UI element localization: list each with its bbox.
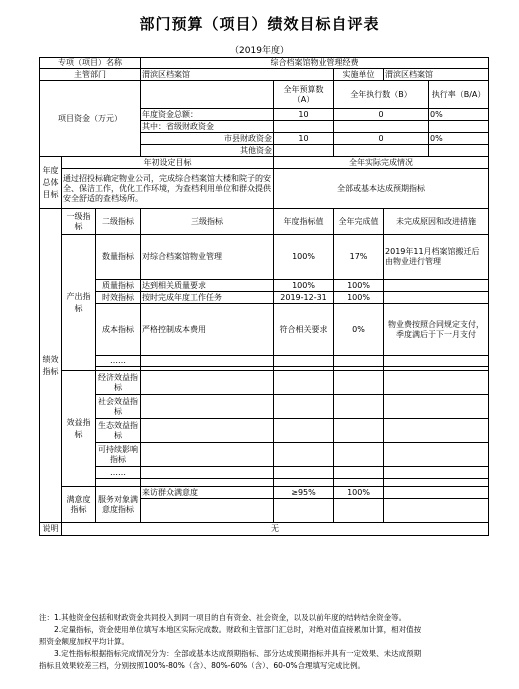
output-label: 产出指标 bbox=[62, 235, 96, 371]
effect-item: 社会效益指标 bbox=[96, 395, 141, 419]
footnote-line: 注：1.其他资金包括和财政资金共同投入到同一项目的自有资金、社会资金，以及以前年度的结转结余资金等。 bbox=[39, 613, 407, 622]
indicator-row bbox=[40, 235, 489, 280]
indicator-row bbox=[40, 487, 489, 499]
indicator-target: 符合相关要求 bbox=[274, 304, 334, 356]
indicator-actual: 100% bbox=[334, 487, 384, 499]
col-budget: 全年预算数（A） bbox=[274, 81, 334, 109]
funds-row-name: 年度资金总额： bbox=[141, 109, 274, 121]
header-level2: 二级指标 bbox=[96, 209, 141, 235]
indicator-level3: 来访群众满意度 bbox=[141, 487, 274, 499]
indicator-row bbox=[40, 292, 489, 304]
footnote-line: 照资金额度加权平均计算。 bbox=[39, 637, 129, 646]
funds-row-name: 其他资金 bbox=[141, 145, 274, 157]
indicator-level2: 数量指标 bbox=[96, 235, 141, 280]
indicator-header-row bbox=[40, 209, 489, 235]
overall-plan: 通过招投标确定物业公司，完成综合档案馆大楼和院子的安全、保洁工作，优化工作环境，为查档利用单位和群众提供安全舒适的查档场所。 bbox=[62, 169, 274, 209]
ellipsis-cell: …… bbox=[96, 356, 141, 367]
header-reason: 未完成原因和改进措施 bbox=[384, 209, 489, 235]
footnote-line: 2.定量指标，资金使用单位填写本地区实际完成数。财政和主管部门汇总时，对绝对值直接累加计算，相对值按 bbox=[39, 625, 422, 634]
header-level3: 三级指标 bbox=[141, 209, 274, 235]
indicator-reason bbox=[384, 280, 489, 292]
form-title: 部门预算（项目）绩效目标自评表 bbox=[139, 15, 380, 33]
project-row bbox=[40, 58, 489, 69]
project-label: 专项（项目）名称 bbox=[40, 58, 141, 69]
funds-row-budget bbox=[274, 145, 334, 157]
indicator-level3: 达到相关质量要求 bbox=[141, 280, 274, 292]
footnote-line: 3.定性指标根据指标完成情况分为：全部或基本达成预期指标、部分达成预期指标并具有一定效果、未达成预期 bbox=[39, 649, 422, 658]
funds-row-rate bbox=[429, 145, 489, 157]
indicator-level2: 时效指标 bbox=[96, 292, 141, 304]
indicator-row bbox=[40, 479, 489, 487]
overall-plan-header: 年初设定目标 bbox=[62, 157, 274, 169]
indicator-level3: 对综合档案馆物业管理 bbox=[141, 235, 274, 280]
indicator-reason: 2019年11月档案馆搬迁后由物业进行管理 bbox=[384, 235, 489, 280]
indicator-reason bbox=[384, 487, 489, 499]
indicator-actual: 0% bbox=[334, 304, 384, 356]
funds-row-name: 其中：省级财政资金 bbox=[141, 121, 274, 133]
dept-row bbox=[40, 69, 489, 81]
funds-row-exec: 0 bbox=[334, 133, 429, 145]
project-name: 综合档案馆物业管理经费 bbox=[141, 58, 489, 69]
col-exec: 全年执行数（B） bbox=[334, 81, 429, 109]
dept-label: 主管部门 bbox=[40, 69, 141, 81]
effect-item: …… bbox=[96, 467, 141, 479]
funds-row-rate bbox=[429, 121, 489, 133]
indicator-level3: 严格控制成本费用 bbox=[141, 304, 274, 356]
funds-row-budget bbox=[274, 121, 334, 133]
indicator-level3: 按时完成年度工作任务 bbox=[141, 292, 274, 304]
indicator-level2: 服务对象满意度指标 bbox=[96, 487, 141, 523]
impl-label: 实施单位 bbox=[334, 69, 384, 81]
overall-actual-header: 全年实际完成情况 bbox=[274, 157, 489, 169]
indicator-actual: 100% bbox=[334, 292, 384, 304]
footnotes bbox=[39, 612, 491, 672]
funds-row-rate: 0% bbox=[429, 133, 489, 145]
indicator-reason: 物业费按照合同规定支付，季度满后于下一月支付 bbox=[384, 304, 489, 356]
indicator-target: ≥95% bbox=[274, 487, 334, 499]
indicator-actual: 100% bbox=[334, 280, 384, 292]
indicator-level2: 成本指标 bbox=[96, 304, 141, 356]
funds-row-budget: 10 bbox=[274, 109, 334, 121]
funds-row-budget: 10 bbox=[274, 133, 334, 145]
note-row bbox=[40, 523, 489, 536]
indicator-actual: 17% bbox=[334, 235, 384, 280]
funds-row-exec: 0 bbox=[334, 109, 429, 121]
header-target: 年度指标值 bbox=[274, 209, 334, 235]
note-value: 无 bbox=[62, 523, 489, 536]
note-label: 说明 bbox=[40, 523, 62, 536]
col-rate: 执行率（B/A） bbox=[429, 81, 489, 109]
indicator-row bbox=[40, 371, 489, 395]
funds-row-rate: 0% bbox=[429, 109, 489, 121]
indicator-target: 100% bbox=[274, 235, 334, 280]
overall-label: 年度总体目标 bbox=[40, 157, 62, 209]
indicator-row bbox=[40, 304, 489, 356]
indicator-row bbox=[40, 467, 489, 479]
indicator-row bbox=[40, 419, 489, 443]
effect-label: 效益指标 bbox=[62, 371, 96, 487]
overall-actual: 全部或基本达成预期指标 bbox=[274, 169, 489, 209]
effect-item: 可持续影响指标 bbox=[96, 443, 141, 467]
dept-value: 渭滨区档案馆 bbox=[141, 69, 334, 81]
evaluation-table bbox=[39, 57, 489, 536]
funds-row-name: 市县财政资金 bbox=[141, 133, 274, 145]
indicator-row bbox=[40, 280, 489, 292]
impl-value: 渭滨区档案馆 bbox=[384, 69, 489, 81]
satisfaction-label: 满意度指标 bbox=[62, 487, 96, 523]
form-year: （2019年度） bbox=[230, 46, 289, 56]
footnote-line: 指标且效果较差三档，分别按照100%-80%（含）、80%-60%（含）、60-0%合理填写完成比例。 bbox=[39, 661, 366, 670]
funds-label: 项目资金（万元） bbox=[40, 81, 141, 157]
indicator-target: 100% bbox=[274, 280, 334, 292]
indicator-reason bbox=[384, 292, 489, 304]
indicator-row bbox=[40, 395, 489, 419]
indicators-label: 绩效指标 bbox=[40, 209, 62, 523]
header-actual: 全年完成值 bbox=[334, 209, 384, 235]
indicator-target: 2019-12-31 bbox=[274, 292, 334, 304]
indicator-row bbox=[40, 356, 489, 367]
funds-row-exec bbox=[334, 145, 429, 157]
indicator-level2: 质量指标 bbox=[96, 280, 141, 292]
effect-item: 生态效益指标 bbox=[96, 419, 141, 443]
overall-header-row bbox=[40, 157, 489, 169]
header-level1: 一级指标 bbox=[62, 209, 96, 235]
effect-item: 经济效益指标 bbox=[96, 371, 141, 395]
indicator-row bbox=[40, 443, 489, 467]
funds-header-row bbox=[40, 81, 489, 109]
funds-row-exec bbox=[334, 121, 429, 133]
overall-row bbox=[40, 169, 489, 209]
